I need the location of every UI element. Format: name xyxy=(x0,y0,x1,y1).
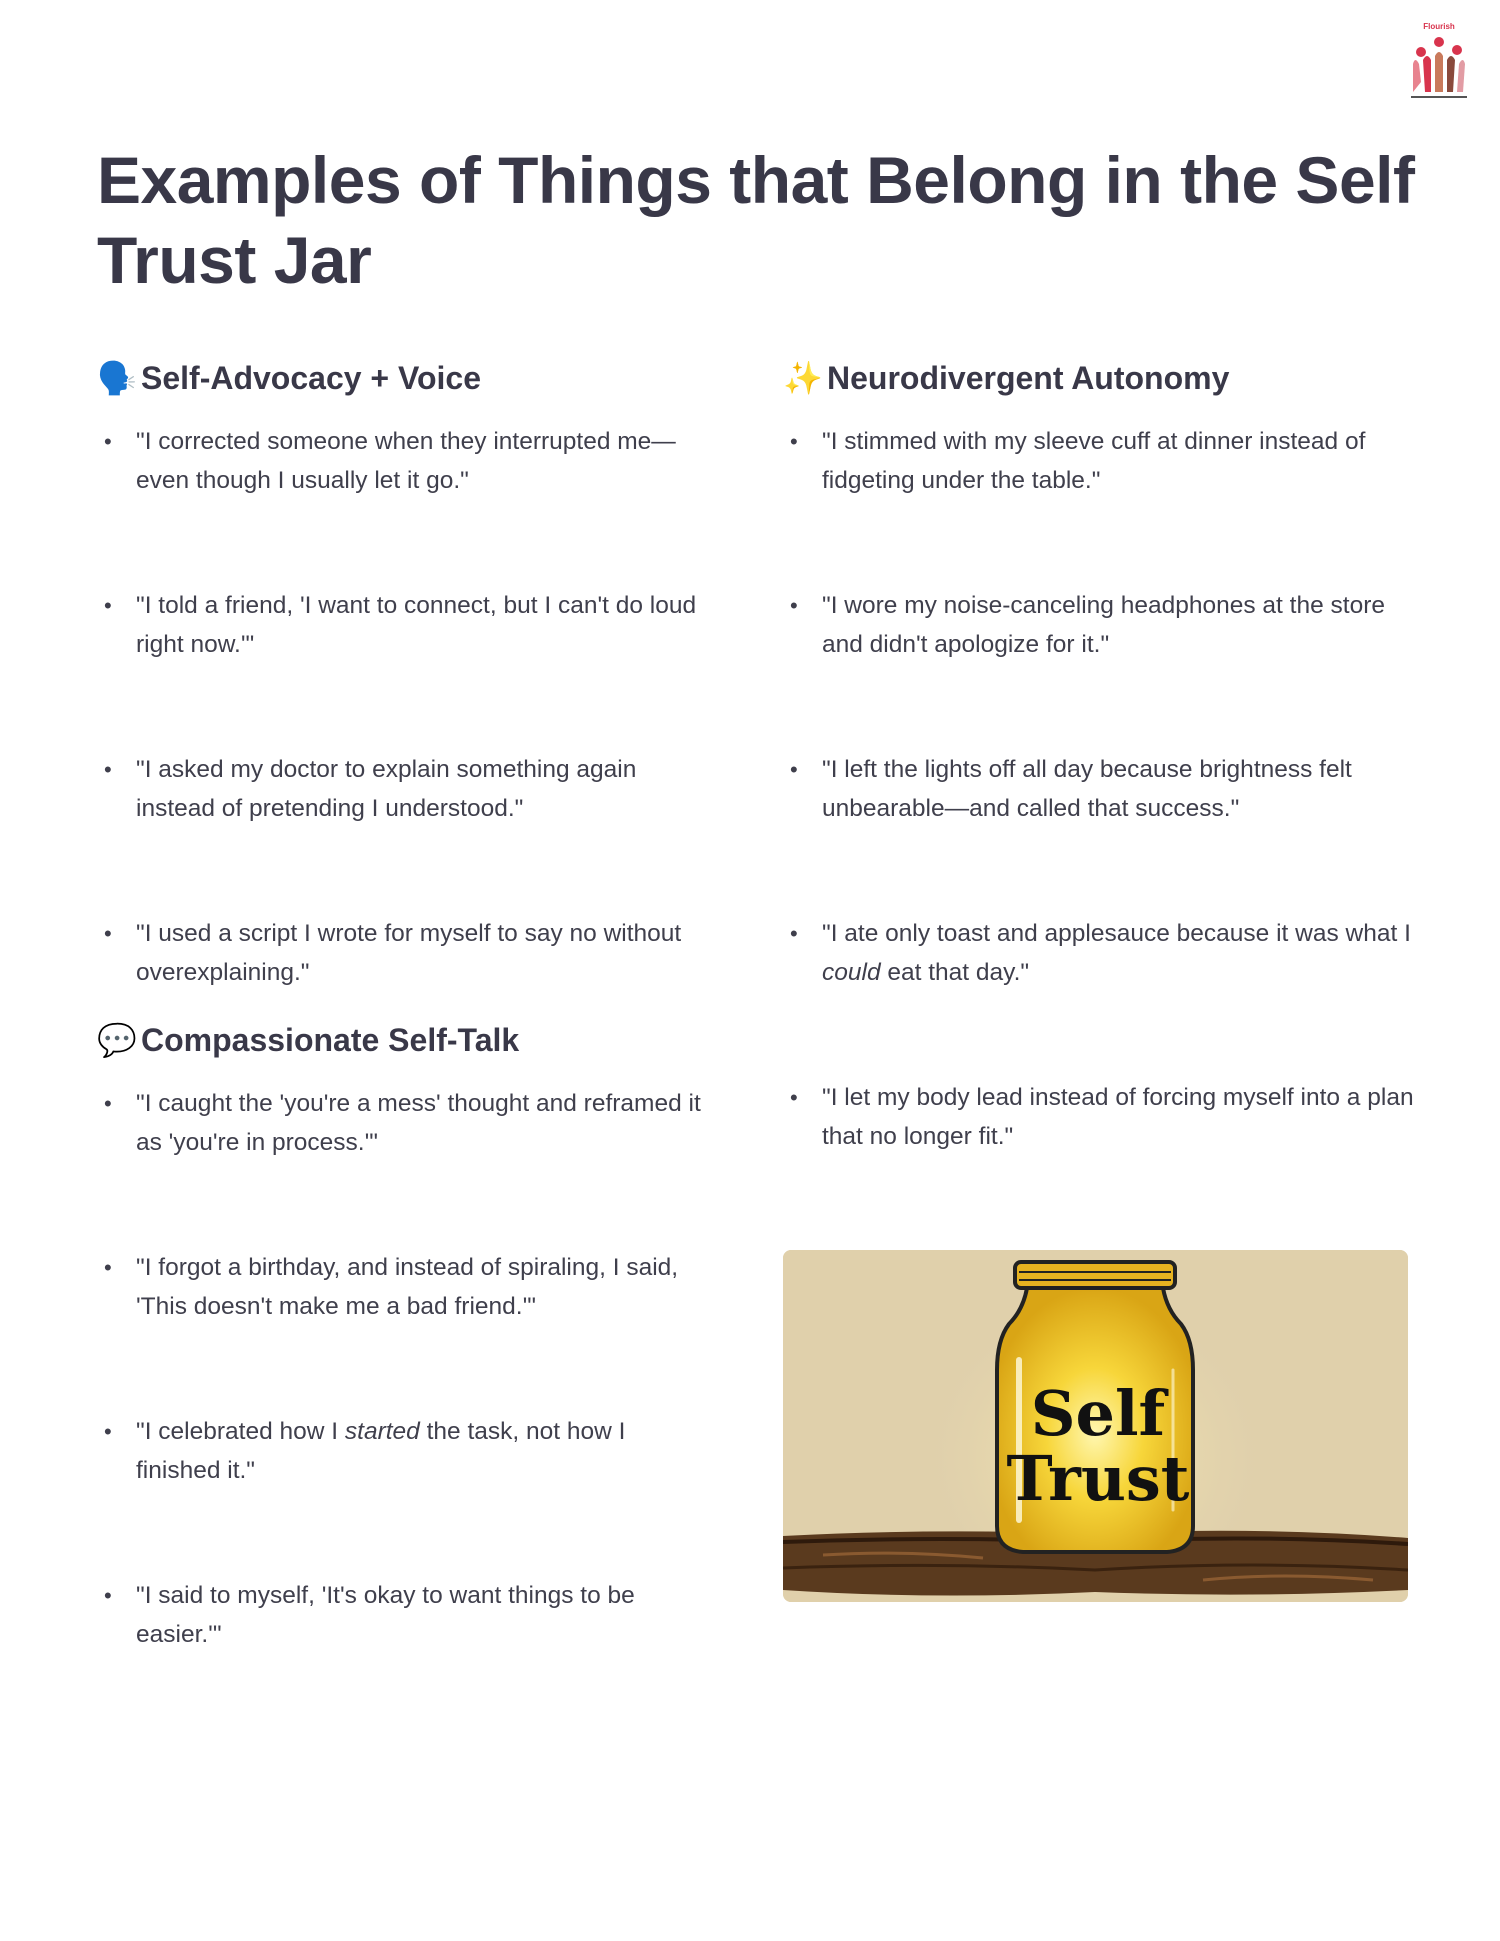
speaking-head-icon: 🗣️ xyxy=(97,360,137,396)
list-item: • "I celebrated how I started the task, not how I finished it." xyxy=(104,1418,626,1484)
list-item: • "I forgot a birthday, and instead of spiraling, I said, 'This doesn't make me a bad friend.'" xyxy=(104,1254,679,1320)
self-talk-heading xyxy=(97,1020,519,1060)
jar-label-self: Self xyxy=(1030,1377,1166,1450)
page-title: Examples of Things that Belong in the Self Trust Jar xyxy=(97,143,1415,297)
self-advocacy-heading xyxy=(97,358,481,398)
list-item: • "I left the lights off all day because brightness felt unbearable—and called that success." xyxy=(790,756,1352,822)
list-item: • "I told a friend, 'I want to connect, but I can't do loud right now.'" xyxy=(104,592,697,658)
raised-hands-logo-icon xyxy=(1405,22,1473,104)
autonomy-heading xyxy=(783,358,1229,398)
glowing-jar-illustration xyxy=(783,1250,1408,1602)
logo-text: Flourish xyxy=(1423,22,1455,31)
sparkles-icon: ✨ xyxy=(783,360,823,396)
list-item: • "I ate only toast and applesauce because it was what I could eat that day." xyxy=(790,920,1411,986)
self-trust-jar-image xyxy=(783,1250,1408,1602)
autonomy-heading-text: Neurodivergent Autonomy xyxy=(827,360,1230,396)
list-item: • "I said to myself, 'It's okay to want things to be easier.'" xyxy=(104,1582,635,1648)
list-item: • "I asked my doctor to explain something again instead of pretending I understood." xyxy=(104,756,637,822)
list-item: • "I stimmed with my sleeve cuff at dinner instead of fidgeting under the table." xyxy=(790,428,1366,494)
list-item: • "I wore my noise-canceling headphones at the store and didn't apologize for it." xyxy=(790,592,1385,658)
self-advocacy-heading-text: Self-Advocacy + Voice xyxy=(141,360,481,396)
list-item: • "I used a script I wrote for myself to say no without overexplaining." xyxy=(104,920,682,986)
list-item: • "I corrected someone when they interrupted me—even though I usually let it go." xyxy=(104,428,676,494)
flourish-logo xyxy=(1405,22,1473,104)
speech-bubble-icon: 💬 xyxy=(97,1022,137,1058)
list-item: • "I caught the 'you're a mess' thought and reframed it as 'you're in process.'" xyxy=(104,1090,701,1156)
self-talk-heading-text: Compassionate Self-Talk xyxy=(141,1022,520,1058)
list-item: • "I let my body lead instead of forcing myself into a plan that no longer fit." xyxy=(790,1084,1414,1150)
jar-label-trust: Trust xyxy=(1006,1442,1190,1515)
